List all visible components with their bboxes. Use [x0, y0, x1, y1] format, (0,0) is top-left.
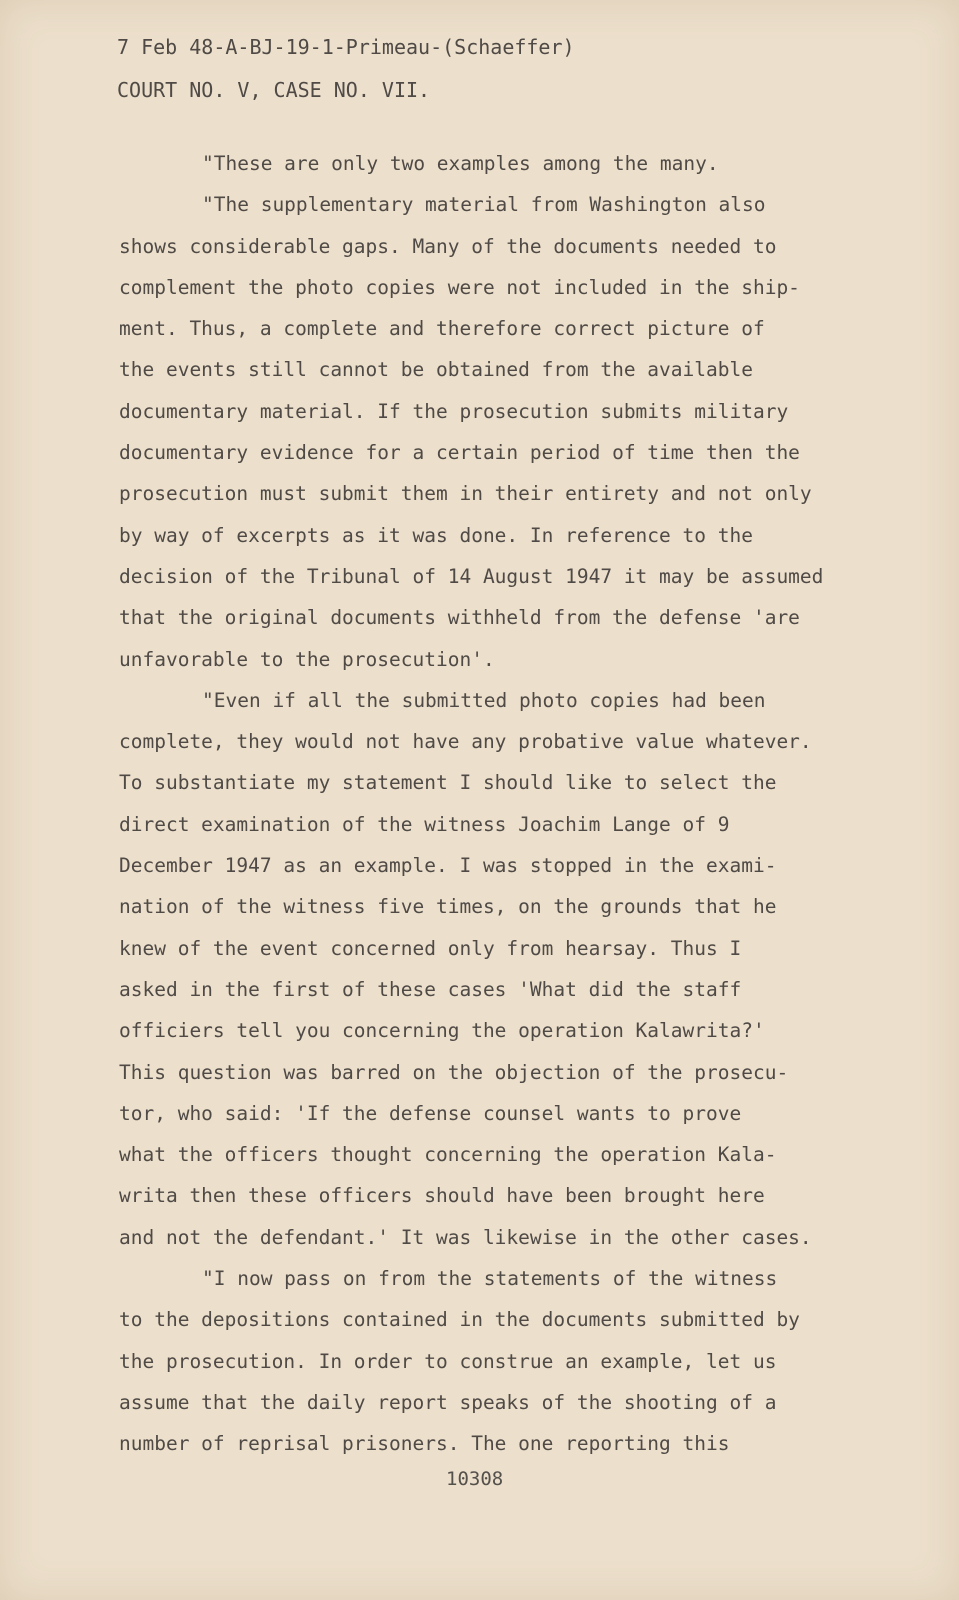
document-header — [117, 26, 575, 112]
text-line: writa then these officers should have been brought here — [119, 1184, 765, 1208]
text-line: that the original documents withheld from the defense 'are — [119, 606, 800, 630]
text-line: assume that the daily report speaks of the shooting of a — [119, 1390, 777, 1414]
text-line: documentary evidence for a certain period of time then the — [119, 441, 800, 465]
text-line: complement the photo copies were not included in the ship- — [119, 275, 800, 299]
text-line: shows considerable gaps. Many of the documents needed to — [119, 234, 777, 258]
page-number: 10308 — [446, 1468, 504, 1490]
text-line: nation of the witness five times, on the grounds that he — [119, 895, 777, 919]
text-line: knew of the event concerned only from hearsay. Thus I — [119, 936, 742, 960]
header-court-line: COURT NO. V, CASE NO. VII. — [117, 78, 431, 102]
text-line: prosecution must submit them in their entirety and not only — [119, 482, 812, 506]
paragraph — [119, 1258, 899, 1464]
text-line: This question was barred on the objection of the prosecu- — [119, 1060, 789, 1084]
text-line: and not the defendant.' It was likewise in the other cases. — [119, 1225, 812, 1249]
text-line: unfavorable to the prosecution'. — [119, 647, 495, 671]
text-line: asked in the first of these cases 'What did the staff — [119, 977, 742, 1001]
text-line: "These are only two examples among the many. — [202, 152, 719, 175]
text-line: the events still cannot be obtained from the available — [119, 358, 753, 382]
text-line: "Even if all the submitted photo copies had been — [202, 688, 766, 712]
text-line: what the officers thought concerning the operation Kala- — [119, 1143, 777, 1167]
paragraph — [119, 184, 899, 680]
text-line: tor, who said: 'If the defense counsel wants to prove — [119, 1101, 742, 1125]
text-line: by way of excerpts as it was done. In reference to the — [119, 523, 753, 547]
text-line: complete, they would not have any probative value whatever. — [119, 730, 812, 754]
text-line: "The supplementary material from Washington also — [202, 193, 766, 217]
text-line: To substantiate my statement I should like to select the — [119, 771, 777, 795]
text-line: "I now pass on from the statements of the witness — [202, 1267, 778, 1291]
paragraph — [119, 680, 899, 1258]
text-line: direct examination of the witness Joachim Lange of 9 — [119, 812, 730, 836]
text-line: officiers tell you concerning the operation Kalawrita?' — [119, 1019, 765, 1043]
text-line: the prosecution. In order to construe an example, let us — [119, 1349, 777, 1373]
text-line: ment. Thus, a complete and therefore correct picture of — [119, 317, 765, 341]
text-line: number of reprisal prisoners. The one reporting this — [119, 1432, 730, 1456]
header-reference-line: 7 Feb 48-A-BJ-19-1-Primeau-(Schaeffer) — [117, 35, 575, 59]
text-line: December 1947 as an example. I was stopped in the exami- — [119, 854, 777, 878]
text-line: to the depositions contained in the documents submitted by — [119, 1308, 800, 1332]
document-body — [119, 143, 899, 1465]
text-line: documentary material. If the prosecution submits military — [119, 399, 789, 423]
paragraph — [119, 143, 899, 184]
text-line: decision of the Tribunal of 14 August 1947 it may be assumed — [119, 564, 824, 588]
